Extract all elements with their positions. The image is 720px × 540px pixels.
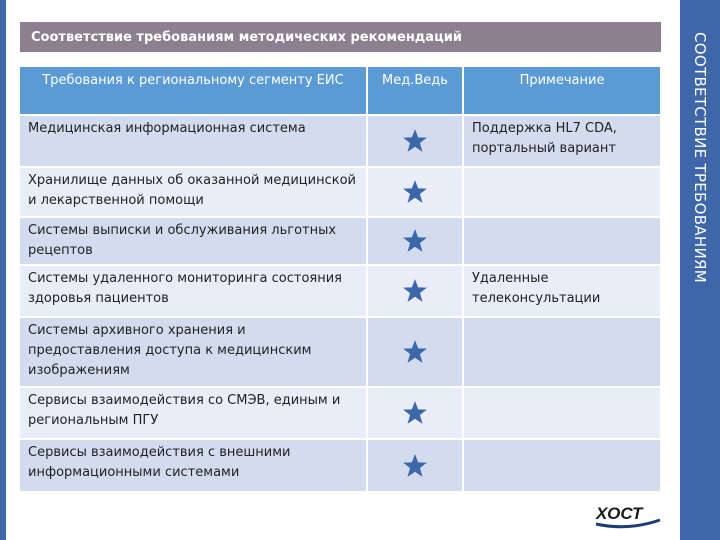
table-row (20, 167, 661, 217)
star-icon (368, 228, 462, 254)
mark-cell (367, 217, 463, 265)
header-requirement: Требования к региональному сегменту ЕИС (20, 67, 367, 115)
requirement-cell: Медицинская информационная система (20, 115, 367, 167)
mark-cell (367, 317, 463, 387)
mark-cell (367, 439, 463, 491)
slide-title: Соответствие требованиям методических рекомендаций (20, 22, 661, 52)
mark-cell (367, 167, 463, 217)
star-icon (368, 339, 462, 365)
note-cell (463, 317, 661, 387)
requirement-cell: Сервисы взаимодействия с внешними информационными системами (20, 439, 367, 491)
table-row (20, 265, 661, 317)
table-row (20, 115, 661, 167)
star-icon (368, 278, 462, 304)
mark-cell (367, 115, 463, 167)
table-row (20, 217, 661, 265)
mark-cell (367, 387, 463, 439)
requirement-cell: Сервисы взаимодействия со СМЭВ, единым и региональным ПГУ (20, 387, 367, 439)
header-note: Примечание (463, 67, 661, 115)
side-caption: СООТВЕТСТВИЕ ТРЕБОВАНИЯМ (691, 32, 709, 283)
mark-cell (367, 265, 463, 317)
requirement-cell: Системы удаленного мониторинга состояния здоровья пациентов (20, 265, 367, 317)
star-icon (368, 400, 462, 426)
note-cell (463, 167, 661, 217)
left-accent-bar (0, 0, 6, 540)
header-medved: Мед.Ведь (367, 67, 463, 115)
requirements-table (20, 67, 662, 491)
note-cell: Удаленные телеконсультации (463, 265, 661, 317)
table-row (20, 387, 661, 439)
logo-text: ХОСТ (596, 504, 643, 523)
requirement-cell: Системы архивного хранения и предоставления доступа к медицинским изображениям (20, 317, 367, 387)
note-cell: Поддержка HL7 CDA, портальный вариант (463, 115, 661, 167)
table-row (20, 439, 661, 491)
star-icon (368, 128, 462, 154)
note-cell (463, 439, 661, 491)
table-row (20, 317, 661, 387)
note-cell (463, 217, 661, 265)
star-icon (368, 179, 462, 205)
requirement-cell: Системы выписки и обслуживания льготных рецептов (20, 217, 367, 265)
requirement-cell: Хранилище данных об оказанной медицинской и лекарственной помощи (20, 167, 367, 217)
note-cell (463, 387, 661, 439)
table-header-row (20, 67, 661, 115)
company-logo (592, 498, 664, 530)
star-icon (368, 453, 462, 479)
